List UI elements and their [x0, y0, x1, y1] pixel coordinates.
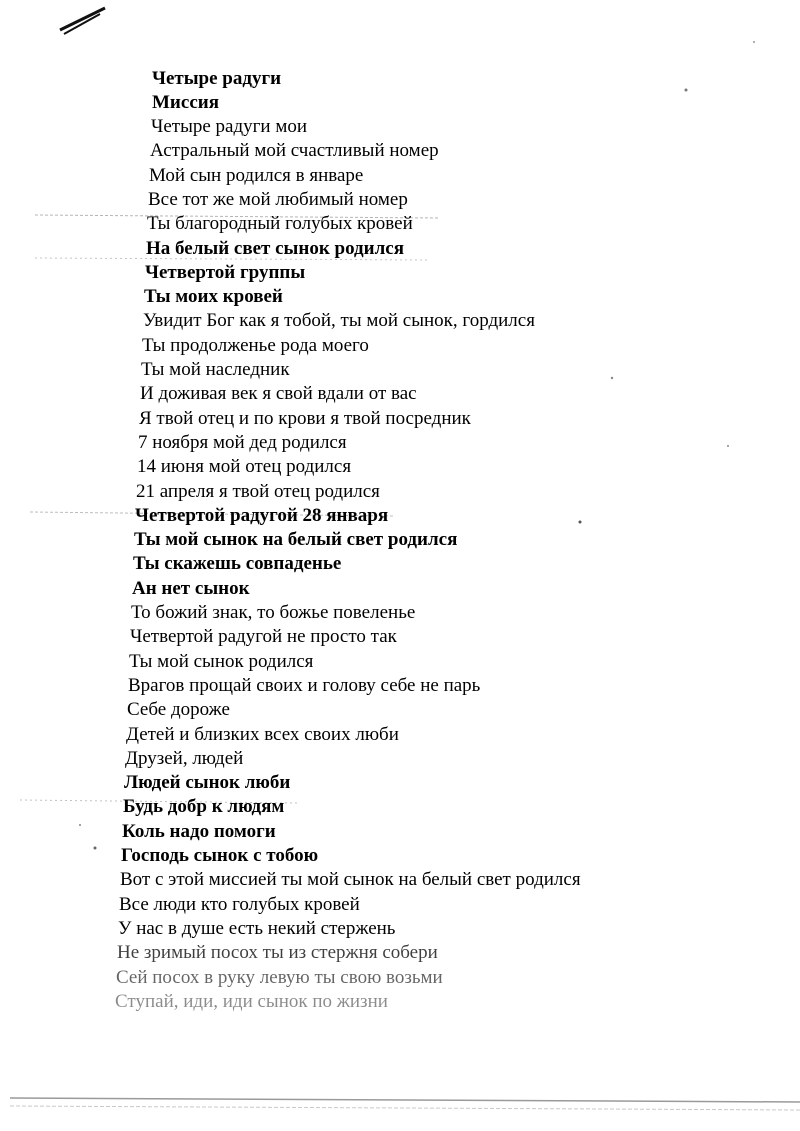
poem-line: Коль надо помоги: [122, 820, 276, 842]
poem-line: Себе дороже: [127, 699, 230, 721]
poem-line: Четыре радуги мои: [151, 116, 308, 137]
poem-line: 7 ноября мой дед родился: [138, 431, 347, 453]
poem-subtitle: Миссия: [152, 92, 219, 113]
poem-line: 21 апреля я твой отец родился: [136, 480, 380, 502]
poem-line: Вот с этой миссией ты мой сынок на белый свет родился: [120, 869, 581, 891]
poem-line: Людей сынок люби: [124, 772, 291, 794]
poem-line: Ты моих кровей: [144, 286, 283, 308]
poem-line: Ан нет сынок: [132, 577, 250, 599]
poem-line: Увидит Бог как я тобой, ты мой сынок, гордился: [143, 310, 535, 332]
poem-line: 14 июня мой отец родился: [137, 456, 352, 478]
poem-line: Не зримый посох ты из стержня собери: [117, 942, 438, 964]
poem-line: Четвертой радугой 28 января: [135, 504, 389, 526]
poem-line: Друзей, людей: [125, 747, 244, 769]
poem-line: Будь добр к людям: [123, 796, 285, 818]
poem-line: Ты благородный голубых кровей: [147, 213, 413, 235]
poem-line: На белый свет сынок родился: [146, 237, 404, 259]
poem-line: То божий знак, то божье повеленье: [131, 602, 416, 623]
poem-line: Четвертой радугой не просто так: [130, 626, 397, 648]
poem-line: Ты продолженье рода моего: [142, 334, 369, 356]
poem-line: Ты мой сынок на белый свет родился: [134, 529, 458, 551]
poem-line: Ты мой сынок родился: [129, 650, 314, 672]
poem-line: Все люди кто голубых кровей: [119, 893, 360, 915]
poem-line: И доживая век я свой вдали от вас: [140, 383, 417, 405]
poem-line: Я твой отец и по крови я твой посредник: [139, 407, 471, 429]
poem-line: У нас в душе есть некий стержень: [118, 917, 396, 939]
poem-line: Сей посох в руку левую ты свою возьми: [116, 966, 443, 988]
poem-title: Четыре радуги: [152, 68, 282, 89]
poem-line: Детей и близких всех своих люби: [126, 723, 399, 745]
poem-line: Ты скажешь совпаденье: [133, 553, 342, 575]
poem-line: Все тот же мой любимый номер: [148, 188, 408, 210]
poem-line: Ступай, иди, иди сынок по жизни: [115, 990, 388, 1012]
poem-line: Господь сынок с тобою: [121, 845, 319, 866]
poem-line: Четвертой группы: [145, 261, 306, 283]
poem-line: Врагов прощай своих и голову себе не парь: [128, 674, 481, 696]
poem-line: Ты мой наследник: [141, 359, 290, 380]
poem-line: Астральный мой счастливый номер: [150, 140, 439, 162]
poem-line: Мой сын родился в январе: [149, 164, 364, 186]
